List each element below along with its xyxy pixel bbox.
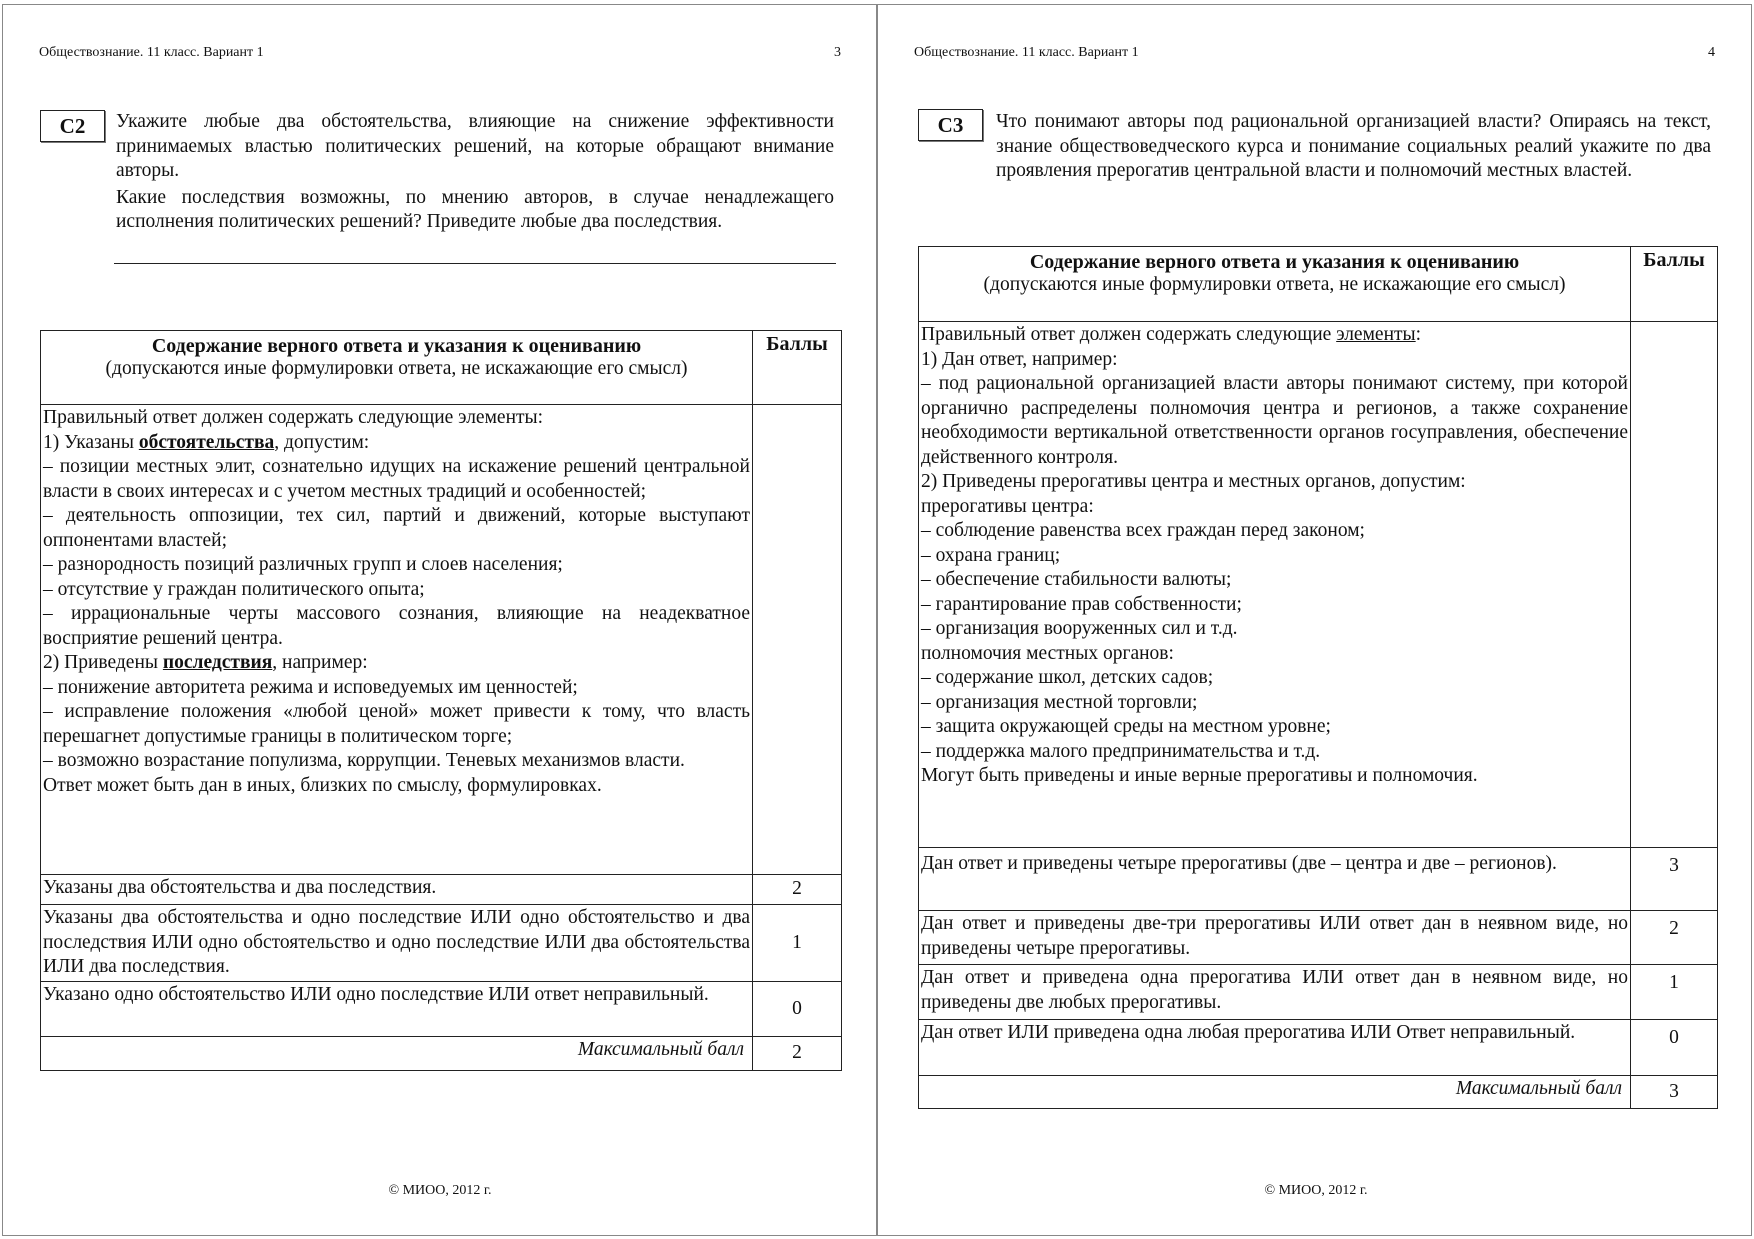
table-header-note: (допускаются иные формулировки ответа, не искажающие его смысл): [105, 358, 688, 379]
table-header-score: Баллы: [1631, 247, 1718, 322]
page-number: 4: [1708, 45, 1715, 60]
question-id: С2: [40, 110, 105, 142]
list-item: 1) Дан ответ, например:: [921, 348, 1118, 370]
list-item: – гарантирование прав собственности;: [921, 593, 1242, 615]
answer-part-1: 1) Указаны обстоятельства, допустим:: [43, 431, 370, 453]
page-4: [877, 4, 1752, 1236]
max-score: 3: [1631, 1076, 1718, 1109]
criterion-score: 3: [1631, 848, 1718, 911]
answer-intro: Правильный ответ должен содержать следующие элементы:: [43, 407, 544, 428]
criterion-text: Указано одно обстоятельство ИЛИ одно последствие ИЛИ ответ неправильный.: [41, 982, 753, 1037]
page-footer: © МИОО, 2012 г.: [1264, 1183, 1368, 1198]
question-text: Что понимают авторы под рациональной организацией власти? Опираясь на текст, знание обществоведческого курса и понимание социальных реалий укажите по два проявления прерогатив центральной власти и полномочий местных властей.: [996, 111, 1711, 181]
list-item: – организация местной торговли;: [921, 691, 1198, 713]
scoring-table: [918, 246, 1718, 1109]
criterion-score: 2: [1631, 911, 1718, 965]
list-item: – позиции местных элит, сознательно идущих на искажение решений центральной власти в своих интересах и с учетом местных традиций и особенностей;: [43, 456, 750, 502]
list-item: – соблюдение равенства всех граждан перед законом;: [921, 520, 1365, 541]
answer-content: [41, 405, 753, 875]
criterion-text: Дан ответ и приведены четыре прерогативы (две – центра и две – регионов).: [919, 848, 1631, 911]
criterion-score: 0: [1631, 1020, 1718, 1076]
max-score-label: Максимальный балл: [41, 1037, 753, 1071]
table-header: [41, 331, 753, 405]
table-header: [919, 247, 1631, 322]
criterion-score: 0: [753, 982, 842, 1037]
question-paragraph: Какие последствия возможны, по мнению авторов, в случае ненадлежащего исполнения политических решений? Приведите любые два последствия.: [116, 186, 834, 232]
criterion-score: 1: [1631, 965, 1718, 1020]
list-item: – под рациональной организацией власти авторы понимают систему, при которой органично распределены полномочия центра и регионов, а также сохранение необходимости вертикальной ответственности органов госуправления, обеспечение действенного контроля.: [921, 373, 1628, 468]
criterion-text: Дан ответ и приведены две-три прерогативы ИЛИ ответ дан в неявном виде, но приведены четыре прерогативы.: [919, 911, 1631, 965]
table-header-note: (допускаются иные формулировки ответа, не искажающие его смысл): [983, 274, 1566, 295]
page-3: [2, 4, 877, 1236]
list-item: – обеспечение стабильности валюты;: [921, 569, 1232, 590]
list-item: – деятельность оппозиции, тех сил, партий и движений, которые выступают оппонентами властей;: [43, 505, 750, 551]
list-item: – понижение авторитета режима и исповедуемых им ценностей;: [43, 676, 578, 698]
question-paragraph: Укажите любые два обстоятельства, влияющие на снижение эффективности принимаемых властью политических решений, на которые обращают внимание авторы.: [116, 111, 834, 181]
page-header: Обществознание. 11 класс. Вариант 1: [914, 45, 1139, 60]
list-item: 2) Приведены прерогативы центра и местных органов, допустим:: [921, 471, 1466, 492]
list-item: прерогативы центра:: [921, 495, 1094, 517]
list-item: – иррациональные черты массового сознания, влияющие на неадекватное восприятие решений центра.: [43, 603, 750, 649]
list-item: – поддержка малого предпринимательства и т.д.: [921, 740, 1321, 762]
criterion-text: Указаны два обстоятельства и одно последствие ИЛИ одно обстоятельство и два последствия ИЛИ одно обстоятельство и одно последствие ИЛИ два обстоятельства ИЛИ два последствия.: [41, 905, 753, 982]
divider: [114, 263, 836, 264]
list-item: Могут быть приведены и иные верные прерогативы и полномочия.: [921, 765, 1478, 786]
page-number: 3: [834, 45, 841, 60]
list-item: – возможно возрастание популизма, коррупции. Теневых механизмов власти.: [43, 750, 685, 771]
answer-content: [919, 322, 1631, 848]
criterion-score: 2: [753, 875, 842, 905]
criterion-text: Дан ответ ИЛИ приведена одна любая прерогатива ИЛИ Ответ неправильный.: [919, 1020, 1631, 1076]
answer-part-2: 2) Приведены последствия, например:: [43, 652, 368, 673]
table-header-score: Баллы: [753, 331, 842, 405]
list-item: – разнородность позиций различных групп и слоев населения;: [43, 554, 563, 575]
page-footer: © МИОО, 2012 г.: [388, 1183, 492, 1198]
criterion-text: Указаны два обстоятельства и два последствия.: [41, 875, 753, 905]
table-header-title: Содержание верного ответа и указания к оцениванию: [151, 335, 642, 357]
list-item: – охрана границ;: [921, 544, 1061, 566]
list-item: – содержание школ, детских садов;: [921, 667, 1214, 688]
answer-outro: Ответ может быть дан в иных, близких по смыслу, формулировках.: [43, 774, 602, 796]
max-score: 2: [753, 1037, 842, 1071]
list-item: полномочия местных органов:: [921, 642, 1174, 664]
list-item: – исправление положения «любой ценой» может привести к тому, что власть перешагнет допустимые границы в политическом торге;: [43, 701, 750, 747]
scoring-table: [40, 330, 842, 1071]
page-header: Обществознание. 11 класс. Вариант 1: [39, 45, 264, 60]
list-item: – защита окружающей среды на местном уровне;: [921, 716, 1331, 737]
question-text: [116, 110, 834, 235]
max-score-label: Максимальный балл: [919, 1076, 1631, 1109]
criterion-text: Дан ответ и приведена одна прерогатива ИЛИ ответ дан в неявном виде, но приведены две любых прерогативы.: [919, 965, 1631, 1020]
list-item: – отсутствие у граждан политического опыта;: [43, 578, 425, 600]
table-header-title: Содержание верного ответа и указания к оцениванию: [1029, 251, 1520, 273]
list-item: – организация вооруженных сил и т.д.: [921, 618, 1238, 639]
criterion-score: 1: [753, 905, 842, 982]
answer-intro: Правильный ответ должен содержать следующие элементы:: [921, 324, 1422, 345]
question-id: С3: [918, 109, 983, 141]
